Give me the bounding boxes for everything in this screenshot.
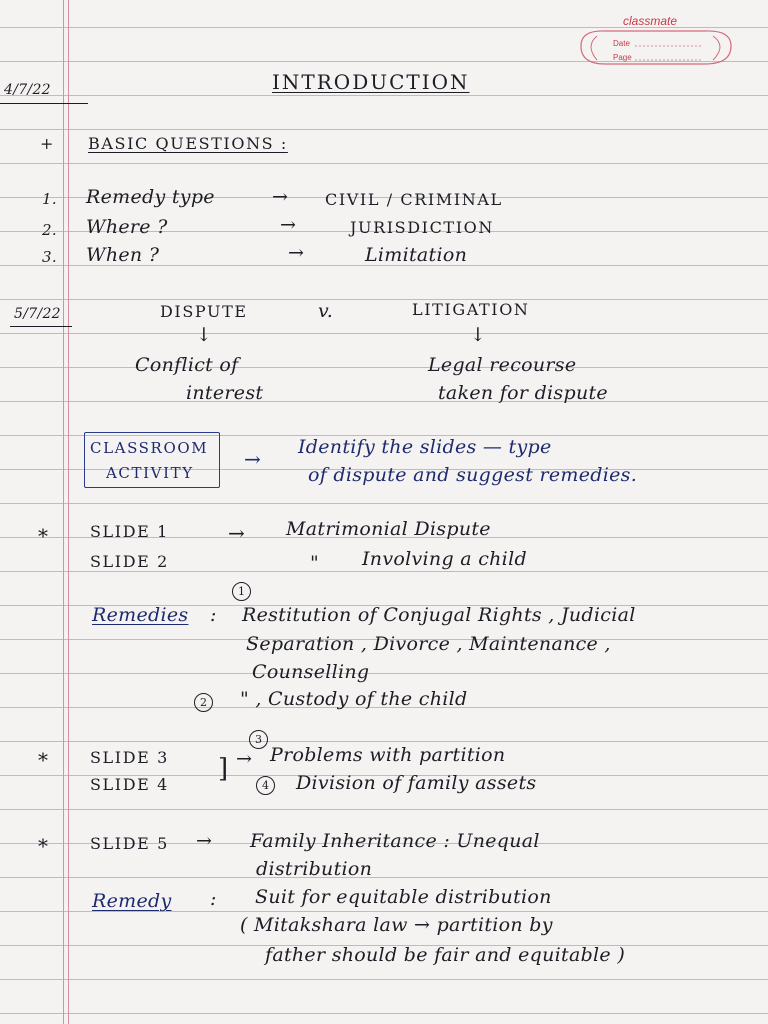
arrow-icon: → <box>196 830 213 852</box>
star-marker: * <box>38 524 50 548</box>
arrow-icon: → <box>280 214 297 236</box>
arrow-icon: → <box>228 521 246 545</box>
arrow-icon: → <box>236 748 253 770</box>
item-label: When ? <box>86 244 160 266</box>
item-number: 2. <box>42 221 57 239</box>
remedy-text: father should be fair and equitable ) <box>265 944 626 966</box>
activity-text: Identify the slides — type <box>298 436 552 458</box>
activity-box-line: ACTIVITY <box>106 464 194 482</box>
slide-description: Family Inheritance : Unequal <box>250 830 540 852</box>
item-number: 3. <box>42 248 57 266</box>
slide-description: Problems with partition <box>270 744 506 766</box>
date-label: 5/7/22 <box>14 306 61 322</box>
circled-number: 4 <box>256 776 275 795</box>
arrow-icon: → <box>244 447 262 471</box>
slide-description: Involving a child <box>362 548 527 570</box>
remedies-text: " , Custody of the child <box>240 688 468 710</box>
remedy-label: Remedy <box>92 890 172 912</box>
star-marker: * <box>38 834 50 858</box>
versus-label: v. <box>318 300 334 322</box>
arrow-icon: → <box>272 186 289 208</box>
margin-line <box>63 0 64 1024</box>
section-heading: BASIC QUESTIONS : <box>88 134 288 153</box>
remedies-label: Remedies <box>92 604 189 626</box>
dispute-definition: Conflict of <box>135 354 239 376</box>
margin-line <box>68 0 69 1024</box>
date-underline <box>10 326 72 327</box>
remedy-colon: : <box>210 888 217 910</box>
brand-stamp <box>575 16 735 76</box>
remedies-text: Counselling <box>252 661 370 683</box>
brand-date-label: Date <box>613 39 630 48</box>
slide-label: SLIDE 4 <box>90 775 169 794</box>
bullet-marker: + <box>40 134 56 153</box>
item-number: 1. <box>42 190 57 208</box>
slide-description: Division of family assets <box>296 772 537 794</box>
item-value: JURISDICTION <box>350 218 494 237</box>
dispute-definition: interest <box>186 382 264 404</box>
date-underline <box>0 103 88 104</box>
remedies-colon: : <box>210 604 217 626</box>
circled-number: 2 <box>194 693 213 712</box>
slide-label: SLIDE 2 <box>90 552 169 571</box>
star-marker: * <box>38 748 50 772</box>
slide-label: SLIDE 1 <box>90 522 169 541</box>
date-label: 4/7/22 <box>4 82 51 98</box>
slide-label: SLIDE 5 <box>90 834 169 853</box>
item-label: Remedy type <box>86 186 215 208</box>
dispute-title: DISPUTE <box>160 302 248 321</box>
circled-number: 3 <box>249 730 268 749</box>
down-arrow-icon: ↓ <box>470 324 487 346</box>
remedies-text: Restitution of Conjugal Rights , Judicial <box>242 604 636 626</box>
brand-page-label: Page <box>613 53 632 62</box>
slide-label: SLIDE 3 <box>90 748 169 767</box>
page-title: INTRODUCTION <box>272 70 470 94</box>
item-value: Limitation <box>365 244 468 266</box>
litigation-definition: taken for dispute <box>438 382 608 404</box>
down-arrow-icon: ↓ <box>196 324 213 346</box>
activity-text: of dispute and suggest remedies. <box>308 464 638 486</box>
remedy-text: Suit for equitable distribution <box>255 886 552 908</box>
litigation-title: LITIGATION <box>412 300 530 319</box>
remedy-text: ( Mitakshara law → partition by <box>240 914 553 936</box>
item-label: Where ? <box>86 216 168 238</box>
brand-name: classmate <box>623 16 678 28</box>
circled-number: 1 <box>232 582 251 601</box>
activity-box-line: CLASSROOM <box>90 439 209 457</box>
remedies-text: Separation , Divorce , Maintenance , <box>246 633 611 655</box>
item-value: CIVIL / CRIMINAL <box>325 190 503 209</box>
ditto-mark: " <box>310 552 320 574</box>
slide-description: Matrimonial Dispute <box>286 518 491 540</box>
bracket-mark: ] <box>218 754 229 784</box>
litigation-definition: Legal recourse <box>428 354 577 376</box>
arrow-icon: → <box>288 242 305 264</box>
slide-description: distribution <box>256 858 373 880</box>
